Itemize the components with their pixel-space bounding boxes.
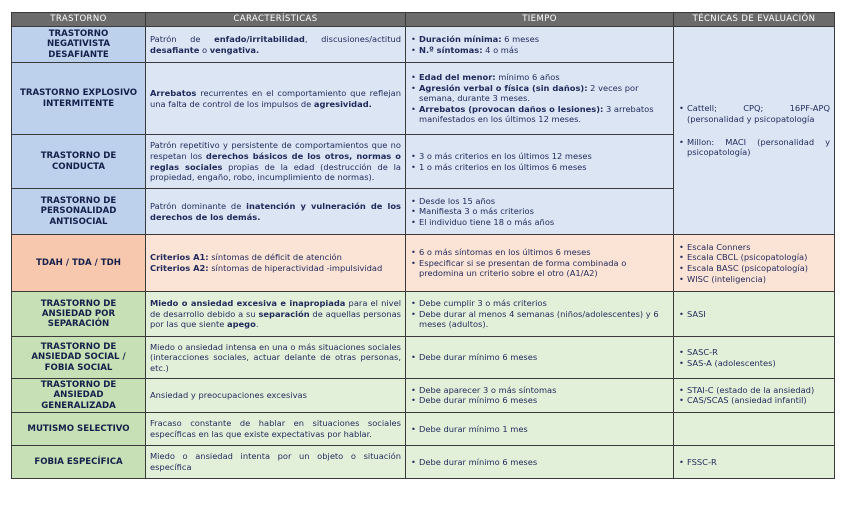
list-item: • Arrebatos (provocan daños o lesiones): 3 arrebatos manifestados en los últimos 12 meses. bbox=[419, 104, 669, 125]
disorder-name: TDAH / TDA / TDH bbox=[12, 235, 146, 292]
list-item: • Escala CBCL (psicopatología) bbox=[687, 252, 830, 263]
header-row bbox=[12, 13, 835, 27]
disorder-description: Miedo o ansiedad excesiva e inapropiada para el nivel de desarrollo debido a su separación de aquellas personas por las que siente apego. bbox=[146, 292, 406, 337]
list-item: • 1 o más criterios en los últimos 6 meses bbox=[419, 162, 669, 173]
disorder-tiempo bbox=[406, 412, 674, 445]
list-item: • Debe aparecer 3 o más síntomas bbox=[419, 385, 669, 396]
disorder-tecnicas bbox=[674, 445, 835, 478]
disorder-description: Miedo o ansiedad intenta por un objeto o situación específica bbox=[146, 445, 406, 478]
list-item: • Debe cumplir 3 o más criterios bbox=[419, 298, 669, 309]
list-item: • Manifiesta 3 o más criterios bbox=[419, 206, 669, 217]
disorder-tiempo bbox=[406, 63, 674, 135]
disorder-name: TRASTORNO DE PERSONALIDAD ANTISOCIAL bbox=[12, 189, 146, 235]
list-item: • Debe durar mínimo 6 meses bbox=[419, 352, 669, 363]
list-item: • 6 o más síntomas en los últimos 6 meses bbox=[419, 247, 669, 258]
list-item: • Especificar si se presentan de forma combinada o predomina un criterio sobre el otro (A1/A2) bbox=[419, 258, 669, 279]
table-row bbox=[12, 337, 835, 379]
disorder-name: TRASTORNO EXPLOSIVO INTERMITENTE bbox=[12, 63, 146, 135]
list-item: • Escala Conners bbox=[687, 242, 830, 253]
table-row bbox=[12, 27, 835, 63]
list-item: • El individuo tiene 18 o más años bbox=[419, 217, 669, 228]
list-item: • 3 o más criterios en los últimos 12 meses bbox=[419, 151, 669, 162]
disorder-name: FOBIA ESPECÍFICA bbox=[12, 445, 146, 478]
disorder-tiempo bbox=[406, 135, 674, 189]
disorders-table bbox=[11, 12, 835, 479]
table-row bbox=[12, 412, 835, 445]
disorder-tiempo bbox=[406, 27, 674, 63]
list-item: • Agresión verbal o física (sin daños): 2 veces por semana, durante 3 meses. bbox=[419, 83, 669, 104]
list-item: • Edad del menor: mínimo 6 años bbox=[419, 72, 669, 83]
disorder-tecnicas bbox=[674, 292, 835, 337]
table-row bbox=[12, 379, 835, 413]
disorder-name: TRASTORNO DE ANSIEDAD GENERALIZADA bbox=[12, 379, 146, 413]
list-item: • Debe durar al menos 4 semanas (niños/adolescentes) y 6 meses (adultos). bbox=[419, 309, 669, 330]
disorder-tecnicas bbox=[674, 337, 835, 379]
disorder-description: Arrebatos recurrentes en el comportamiento que reflejan una falta de control de los impulsos de agresividad. bbox=[146, 63, 406, 135]
list-item: • Millon: MACI (personalidad y psicopatología) bbox=[687, 137, 830, 158]
disorder-name: TRASTORNO DE ANSIEDAD POR SEPARACIÓN bbox=[12, 292, 146, 337]
list-item: • SASI bbox=[687, 309, 830, 320]
disorder-description: Patrón repetitivo y persistente de comportamientos que no respetan los derechos básicos de los otros, normas o reglas sociales propias de la edad (destrucción de la propiedad, engaño, robo, incumplimiento de normas). bbox=[146, 135, 406, 189]
list-item: • Duración mínima: 6 meses bbox=[419, 34, 669, 45]
list-item: • FSSC-R bbox=[687, 457, 830, 468]
disorder-tecnicas bbox=[674, 235, 835, 292]
list-item: • Debe durar mínimo 6 meses bbox=[419, 395, 669, 406]
disorder-tecnicas bbox=[674, 412, 835, 445]
list-item: • Debe durar mínimo 6 meses bbox=[419, 457, 669, 468]
list-item: • Desde los 15 años bbox=[419, 196, 669, 207]
disorder-tiempo bbox=[406, 337, 674, 379]
disorder-tiempo bbox=[406, 189, 674, 235]
disorder-tecnicas bbox=[674, 379, 835, 413]
disorder-name: MUTISMO SELECTIVO bbox=[12, 412, 146, 445]
disorder-tiempo bbox=[406, 235, 674, 292]
disorder-tiempo bbox=[406, 379, 674, 413]
disorder-name: TRASTORNO NEGATIVISTA DESAFIANTE bbox=[12, 27, 146, 63]
header-caracteristicas: CARACTERÍSTICAS bbox=[146, 13, 406, 27]
disorder-description: Fracaso constante de hablar en situaciones sociales específicas en las que existe expectativas por hablar. bbox=[146, 412, 406, 445]
disorder-name: TRASTORNO DE CONDUCTA bbox=[12, 135, 146, 189]
header-tiempo: TIEMPO bbox=[406, 13, 674, 27]
list-item: • Debe durar mínimo 1 mes bbox=[419, 424, 669, 435]
list-item: • N.º síntomas: 4 o más bbox=[419, 45, 669, 56]
list-item: • Cattell; CPQ; 16PF-APQ (personalidad y psicopatología bbox=[687, 103, 830, 124]
header-tecnicas: TÉCNICAS DE EVALUACIÓN bbox=[674, 13, 835, 27]
disorder-description: Criterios A1: síntomas de déficit de atención Criterios A2: síntomas de hiperactividad -impulsividad bbox=[146, 235, 406, 292]
disorder-description: Ansiedad y preocupaciones excesivas bbox=[146, 379, 406, 413]
list-item: • SASC-R bbox=[687, 347, 830, 358]
list-item: • WISC (inteligencia) bbox=[687, 274, 830, 285]
disorder-name: TRASTORNO DE ANSIEDAD SOCIAL / FOBIA SOCIAL bbox=[12, 337, 146, 379]
table-row bbox=[12, 235, 835, 292]
table-row bbox=[12, 292, 835, 337]
disorder-tecnicas bbox=[674, 27, 835, 235]
list-item: • Escala BASC (psicopatología) bbox=[687, 263, 830, 274]
disorder-tiempo bbox=[406, 445, 674, 478]
disorder-description: Patrón dominante de inatención y vulneración de los derechos de los demás. bbox=[146, 189, 406, 235]
list-item: • STAI-C (estado de la ansiedad) bbox=[687, 385, 830, 396]
list-item: • CAS/SCAS (ansiedad infantil) bbox=[687, 395, 830, 406]
disorder-description: Patrón de enfado/irritabilidad, discusiones/actitud desafiante o vengativa. bbox=[146, 27, 406, 63]
table-row bbox=[12, 445, 835, 478]
disorder-description: Miedo o ansiedad intensa en una o más situaciones sociales (interacciones sociales, actuar delante de otras personas, etc.) bbox=[146, 337, 406, 379]
header-trastorno: TRASTORNO bbox=[12, 13, 146, 27]
list-item: • SAS-A (adolescentes) bbox=[687, 358, 830, 369]
disorder-tiempo bbox=[406, 292, 674, 337]
